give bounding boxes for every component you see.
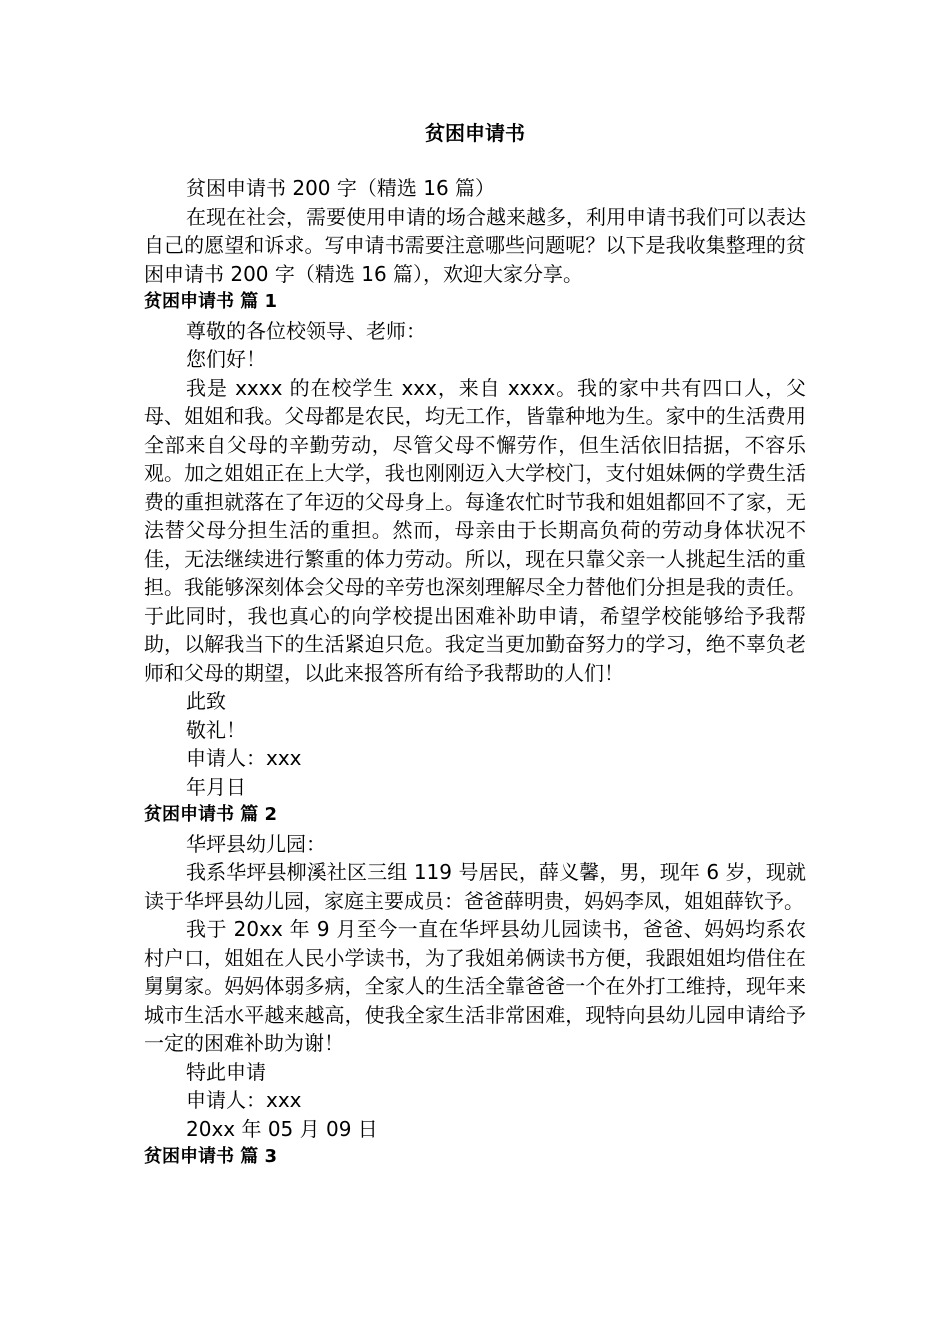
section-heading-1: 贫困申请书 篇 1 — [144, 291, 278, 312]
greeting: 您们好！ — [186, 347, 266, 371]
date-line: 20xx 年 05 月 09 日 — [186, 1116, 378, 1141]
section-heading-2: 贫困申请书 篇 2 — [144, 804, 278, 825]
section-heading-3: 贫困申请书 篇 3 — [144, 1146, 278, 1167]
intro-subtitle: 贫困申请书 200 字（精选 16 篇） — [186, 176, 496, 200]
body-paragraph: 我系华坪县柳溪社区三组 119 号居民，薛义馨，男，现年 6 岁，现就读于华坪县幼儿园，家庭主要成员：爸爸薛明贵，妈妈李凤，姐姐薛钦予。 — [144, 860, 806, 913]
applicant-line: 申请人：xxx — [186, 1088, 302, 1112]
closing-salute: 敬礼！ — [186, 717, 246, 742]
closing-line: 特此申请 — [186, 1059, 266, 1084]
document-page — [144, 118, 806, 1172]
closing-line: 此致 — [186, 689, 226, 713]
date-line: 年月日 — [186, 774, 246, 799]
intro-paragraph: 在现在社会，需要使用申请的场合越来越多，利用申请书我们可以表达自己的愿望和诉求。写申请书需要注意哪些问题呢？以下是我收集整理的贫困申请书 200 字（精选 16 篇），欢迎大家分享。 — [144, 204, 806, 286]
salutation: 华坪县幼儿园： — [186, 831, 326, 856]
body-paragraph: 我于 20xx 年 9 月至今一直在华坪县幼儿园读书，爸爸、妈妈均系农村户口，姐姐在人民小学读书，为了我姐弟俩读书方便，我跟姐姐均借住在舅舅家。妈妈体弱多病，全家人的生活全靠爸爸一个在外打工维持，现年来城市生活水平越来越高，使我全家生活非常困难，现特向县幼儿园申请给予一定的困难补助为谢！ — [144, 917, 806, 1055]
applicant-line: 申请人：xxx — [186, 746, 302, 770]
body-paragraph: 我是 xxxx 的在校学生 xxx，来自 xxxx。我的家中共有四口人，父母、姐姐和我。父母都是农民，均无工作，皆靠种地为生。家中的生活费用全部来自父母的辛勤劳动，尽管父母不懈劳作，但生活依旧拮据，不容乐观。加之姐姐正在上大学，我也刚刚迈入大学校门，支付姐妹俩的学费生活费的重担就落在了年迈的父母身上。每逢农忙时节我和姐姐都回不了家，无法替父母分担生活的重担。然而，母亲由于长期高负荷的劳动身体状况不佳，无法继续进行繁重的体力劳动。所以，现在只靠父亲一人挑起生活的重担。我能够深刻体会父母的辛劳也深刻理解尽全力替他们分担是我的责任。于此同时，我也真心的向学校提出困难补助申请，希望学校能够给予我帮助，以解我当下的生活紧迫只危。我定当更加勤奋努力的学习，绝不辜负老师和父母的期望，以此来报答所有给予我帮助的人们！ — [144, 375, 806, 685]
salutation: 尊敬的各位校领导、老师： — [186, 318, 426, 343]
document-title: 贫困申请书 — [425, 121, 525, 145]
